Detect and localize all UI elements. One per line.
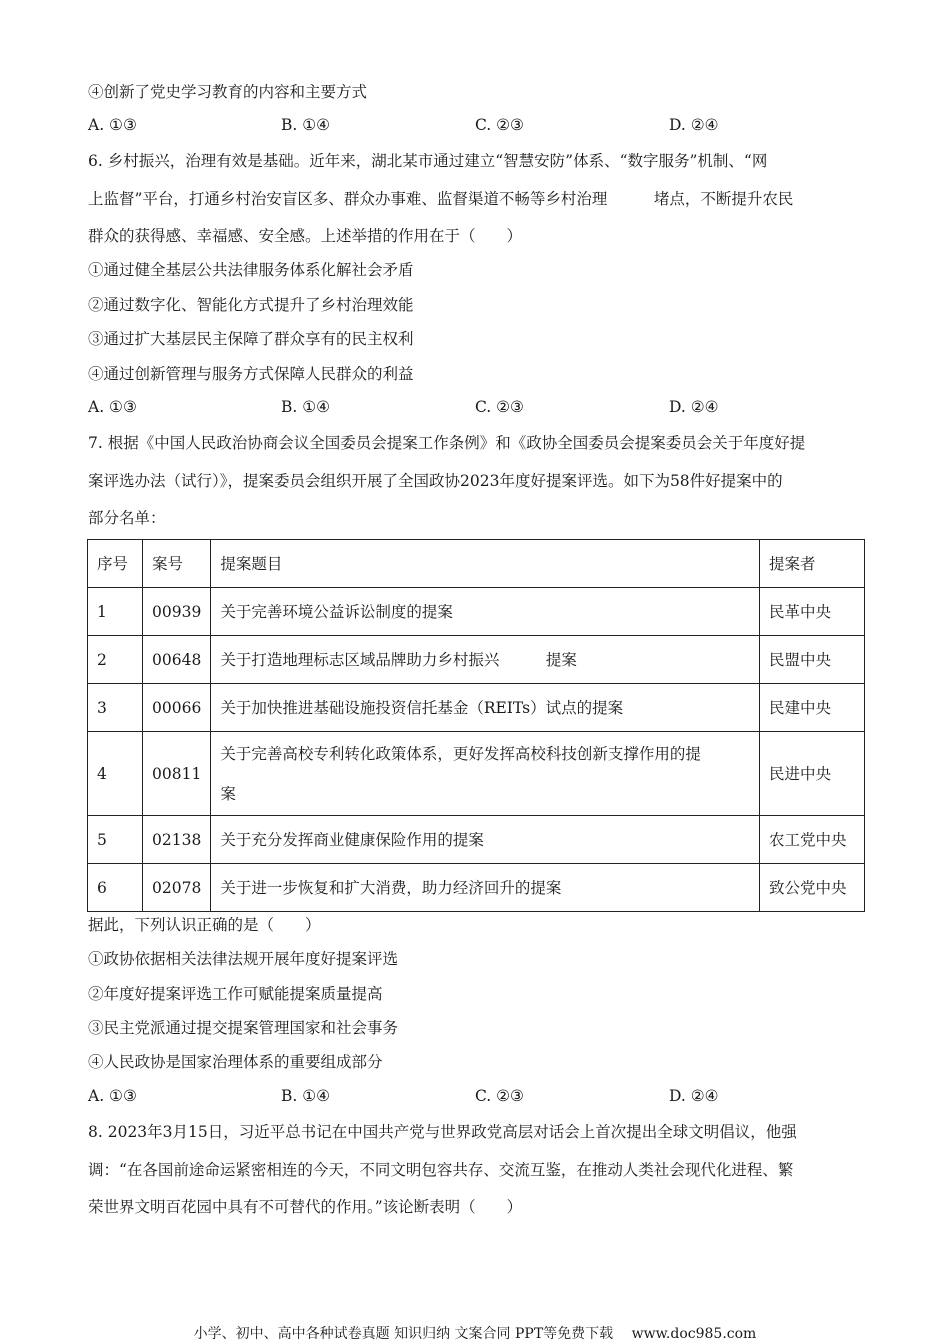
cell-no: 4 [88, 732, 143, 816]
q6-options [88, 397, 868, 417]
table-header-row [88, 540, 865, 588]
cell-no: 1 [88, 588, 143, 636]
q7-stem-line-2: 案评选办法（试行）》，提案委员会组织开展了全国政协2023年度好提案评选。如下为58件好提案中的 [88, 472, 783, 490]
q6-option-a: A. ①③ [88, 398, 137, 416]
cell-case: 00811 [143, 732, 211, 816]
q5-option-c: C. ②③ [475, 116, 524, 134]
q6-stem-line-2: 上监督”平台，打通乡村治安盲区多、群众办事难、监督渠道不畅等乡村治理 堵点，不断提升农民 [88, 190, 794, 208]
cell-proposer: 农工党中央 [760, 816, 865, 864]
q5-option-a: A. ①③ [88, 116, 137, 134]
table-row [88, 684, 865, 732]
q7-options [88, 1086, 868, 1106]
cell-proposer: 民盟中央 [760, 636, 865, 684]
q7-item-2: ②年度好提案评选工作可赋能提案质量提高 [88, 985, 383, 1003]
q7-item-3: ③民主党派通过提交提案管理国家和社会事务 [88, 1019, 399, 1037]
header-proposer: 提案者 [760, 540, 865, 588]
q8-stem-line-2: 调：“在各国前途命运紧密相连的今天，不同文明包容共存、交流互鉴，在推动人类社会现代化进程、繁 [88, 1161, 794, 1179]
q6-option-c: C. ②③ [475, 398, 524, 416]
cell-no: 3 [88, 684, 143, 732]
table-row [88, 816, 865, 864]
q5-options [88, 115, 868, 135]
header-no: 序号 [88, 540, 143, 588]
cell-proposer: 民建中央 [760, 684, 865, 732]
q6-option-b: B. ①④ [281, 398, 331, 416]
q7-item-4: ④人民政协是国家治理体系的重要组成部分 [88, 1053, 383, 1071]
q7-after-text: 据此，下列认识正确的是（ ） [88, 916, 321, 934]
table-row [88, 636, 865, 684]
cell-proposer: 民进中央 [760, 732, 865, 816]
cell-case: 02078 [143, 864, 211, 912]
q7-option-b: B. ①④ [281, 1087, 331, 1105]
table-row [88, 864, 865, 912]
q8-stem-line-1: 8. 2023年3月15日，习近平总书记在中国共产党与世界政党高层对话会上首次提出全球文明倡议，他强 [88, 1123, 797, 1141]
header-case: 案号 [143, 540, 211, 588]
q6-option-d: D. ②④ [669, 398, 719, 416]
cell-title: 关于进一步恢复和扩大消费，助力经济回升的提案 [211, 864, 760, 912]
cell-title: 关于完善环境公益诉讼制度的提案 [211, 588, 760, 636]
table-row [88, 588, 865, 636]
cell-no: 2 [88, 636, 143, 684]
q6-stem-line-3: 群众的获得感、幸福感、安全感。上述举措的作用在于（ ） [88, 227, 523, 245]
cell-title-line-2: 案 [220, 784, 236, 803]
cell-title-line-1: 关于完善高校专利转化政策体系，更好发挥高校科技创新支撑作用的提 [220, 744, 701, 763]
q5-item-4: ④创新了党史学习教育的内容和主要方式 [88, 83, 368, 101]
q7-stem-line-3: 部分名单： [88, 509, 166, 527]
cell-title: 关于加快推进基础设施投资信托基金（REITs）试点的提案 [211, 684, 760, 732]
proposal-table [87, 539, 865, 912]
q7-stem-line-1: 7. 根据《中国人民政治协商会议全国委员会提案工作条例》和《政协全国委员会提案委员会关于年度好提 [88, 434, 806, 452]
q5-option-b: B. ①④ [281, 116, 331, 134]
cell-title: 关于充分发挥商业健康保险作用的提案 [211, 816, 760, 864]
q7-item-1: ①政协依据相关法律法规开展年度好提案评选 [88, 950, 399, 968]
q5-option-d: D. ②④ [669, 116, 719, 134]
q6-stem-line-1: 6. 乡村振兴，治理有效是基础。近年来，湖北某市通过建立“智慧安防”体系、“数字服务”机制、“网 [88, 152, 768, 170]
q6-item-3: ③通过扩大基层民主保障了群众享有的民主权利 [88, 330, 414, 348]
header-title: 提案题目 [211, 540, 760, 588]
footer-banner: 小学、初中、高中各种试卷真题 知识归纳 文案合同 PPT等免费下载 www.doc985.com [193, 1326, 757, 1342]
q7-option-c: C. ②③ [475, 1087, 524, 1105]
q7-option-d: D. ②④ [669, 1087, 719, 1105]
cell-no: 6 [88, 864, 143, 912]
cell-case: 00939 [143, 588, 211, 636]
cell-title: 关于打造地理标志区域品牌助力乡村振兴 提案 [211, 636, 760, 684]
cell-case: 02138 [143, 816, 211, 864]
cell-case: 00648 [143, 636, 211, 684]
table-row [88, 732, 865, 816]
q6-item-4: ④通过创新管理与服务方式保障人民群众的利益 [88, 365, 414, 383]
q8-stem-line-3: 荣世界文明百花园中具有不可替代的作用。”该论断表明（ ） [88, 1198, 523, 1216]
cell-proposer: 民革中央 [760, 588, 865, 636]
q6-item-1: ①通过健全基层公共法律服务体系化解社会矛盾 [88, 261, 414, 279]
cell-proposer: 致公党中央 [760, 864, 865, 912]
cell-case: 00066 [143, 684, 211, 732]
q7-option-a: A. ①③ [88, 1087, 137, 1105]
cell-title [211, 732, 760, 816]
cell-no: 5 [88, 816, 143, 864]
q6-item-2: ②通过数字化、智能化方式提升了乡村治理效能 [88, 296, 414, 314]
